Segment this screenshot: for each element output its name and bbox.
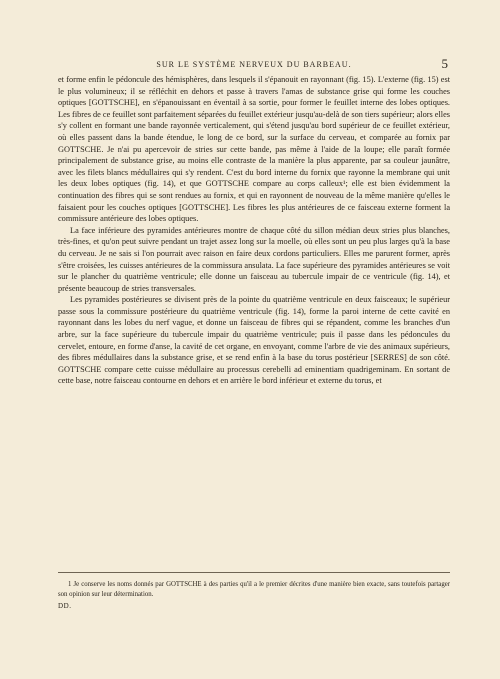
paragraph: et forme enfin le pédoncule des hémisphères, dans lesquels il s'épanouit en rayonnant (fig. 15). L'externe (fig. 15) est le plus volumineux; il se réfléchit en dehors et passe à travers l'amas de substance grise qui forme les couches optiques [GOTTSCHE], en s'épanouissant en éventail à sa sortie, pour former le feuillet interne des lobes optiques. Les fibres de ce feuillet sont parfaitement séparées du feuillet extérieur jusqu'au-delà de son tiers supérieur; alors elles s'y collent en formant une bande rayonnée verticalement, qui s'étend jusqu'au bord supérieur de ce feuillet extérieur, où elles passent dans la bande étendue, le long de ce bord, sur la surface du cerveau, et comparée au fornix par GOTTSCHE. Je n'ai pu apercevoir de stries sur cette bande, pas même à l'aide de la loupe; elle paraît formée principalement de substance grise, au moins elle contraste de la manière la plus apparente, par sa couleur jaunâtre, avec les filets blancs médullaires qui s'y rendent. C'est du bord interne du fornix que rayonne la membrane qui unit les deux lobes optiques (fig. 14), et que GOTTSCHE compare au corps calleux¹; elle est bien évidemment la continuation des fibres qui se sont rendues au fornix, et qui en rayonnent de nouveau de la même manière qu'elles le faisaient pour les couches optiques [GOTTSCHE]. Les fibres les plus antérieures de ce faisceau externe forment la commissure antérieure des lobes optiques.	[58, 75, 450, 224]
footnote	[58, 580, 450, 599]
paragraph: La face inférieure des pyramides antérieures montre de chaque côté du sillon médian deux stries plus blanches, très-fines, et qu'on peut suivre pendant un trajet assez long sur la moelle, où elles sont un peu plus larges qu'à la base du cerveau. Je ne sais si l'on pourrait avec raison en faire deux cordons particuliers. Elles me parurent former, après s'être croisées, les cuisses antérieures de la commissura ansulata. La face supérieure des pyramides antérieures se voit sur le plancher du quatrième ventricule; elle donne un faisceau au tubercule impair de ce ventricule (fig. 14), et présente beaucoup de stries transversales.	[58, 225, 450, 293]
signature-mark: DD.	[58, 602, 72, 610]
footnote-rule	[58, 572, 450, 573]
paragraph: Les pyramides postérieures se divisent près de la pointe du quatrième ventricule en deux faisceaux; le supérieur passe sous la commissure postérieure du quatrième ventricule (fig. 14), forme la paroi interne de cette cavité en rayonnant dans les lobes du nerf vague, et donne un faisceau de fibres qui se répandent, comme les branches d'un arbre, sur la face supérieure du tubercule impair du quatrième ventricule; puis il passe dans les pédoncules du cervelet, entoure, en forme d'anse, la cavité de cet organe, en envoyant, comme l'arbre de vie des animaux supérieurs, des fibres médullaires dans la substance grise, et se rend enfin à la base du torus postérieur [SERRES] de son côté. GOTTSCHE compare cette cuisse médullaire au processus cerebelli ad eminentiam quadrigeminam. En sortant de cette base, notre faisceau contourne en dehors et en arrière le bord inférieur et externe du torus, et	[58, 295, 450, 386]
running-head: SUR LE SYSTÈME NERVEUX DU BARBEAU.	[156, 60, 352, 69]
page-header	[58, 58, 450, 74]
page-number: 5	[441, 56, 448, 71]
body-text	[58, 74, 450, 387]
footnote-text: 1 Je conserve les noms donnés par GOTTSCHE à des parties qu'il a le premier décrites d'une manière bien exacte, sans toutefois partager son opinion sur leur détermination.	[58, 581, 450, 598]
